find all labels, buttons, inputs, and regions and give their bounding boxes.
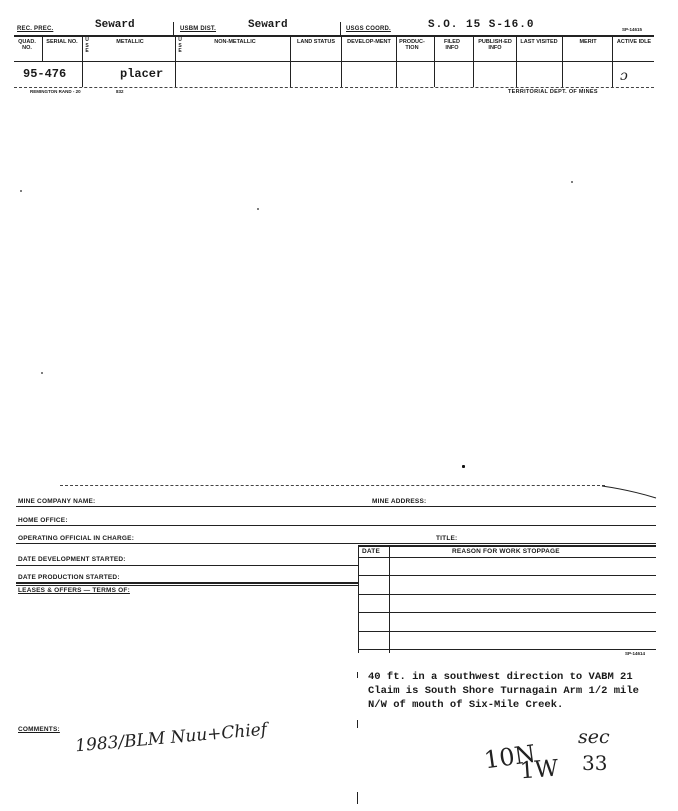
- section-value-handwritten: 33: [582, 751, 608, 775]
- col-line: [290, 36, 291, 87]
- card-edge-curve: [600, 482, 660, 502]
- form-number: SP-14615: [622, 27, 643, 32]
- printer-imprint: REMINGTON RAND - 20: [30, 89, 81, 94]
- col-line: [42, 36, 43, 61]
- rule: [16, 582, 358, 584]
- table-row: [358, 575, 656, 576]
- rec-prec-value: Seward: [95, 19, 135, 31]
- col-serial-no: SERIAL NO.: [46, 39, 78, 45]
- metallic-value: placer: [120, 67, 164, 81]
- typed-note: [368, 670, 639, 712]
- col-metallic: METALLIC: [116, 39, 144, 45]
- col-land-status: LAND STATUS: [297, 39, 335, 45]
- usbm-dist-label: USBM DIST.: [180, 26, 217, 32]
- col-last-visited: LAST VISITED: [520, 39, 558, 45]
- col-use-1: USE: [85, 37, 89, 54]
- col-merit: MERIT: [579, 39, 597, 45]
- table-row: [358, 631, 656, 632]
- table-row: [358, 612, 656, 613]
- col-line: [175, 36, 176, 87]
- col-line: [341, 36, 342, 87]
- col-use-2: USE: [178, 37, 182, 54]
- table-border: [358, 545, 359, 653]
- range-handwritten: 1W: [519, 755, 560, 785]
- township-handwritten: 10N: [482, 739, 538, 775]
- col-filed-info: FILED INFO: [444, 39, 460, 51]
- comments-handwritten: 1983/BLM Nuu+Chief: [74, 719, 268, 757]
- usgs-coord-value: S.O. 15 S-16.0: [428, 19, 535, 31]
- col-line: [82, 36, 83, 87]
- rule: [16, 585, 358, 586]
- col-published-info: PUBLISH-ED INFO: [478, 39, 512, 51]
- rule: [16, 543, 656, 544]
- home-office-label: HOME OFFICE:: [18, 517, 68, 524]
- rec-prec-label: REC. PREC.: [17, 26, 54, 32]
- rule: [16, 565, 358, 566]
- mine-company-name-label: MINE COMPANY NAME:: [18, 498, 96, 505]
- operating-official-label: OPERATING OFFICIAL IN CHARGE:: [18, 535, 135, 542]
- table-border: [389, 545, 390, 653]
- comments-label: COMMENTS:: [18, 726, 60, 733]
- usgs-coord-label: USGS COORD.: [346, 26, 391, 32]
- table-row: [358, 649, 656, 650]
- usbm-dist-value: Seward: [248, 19, 288, 31]
- table-row: [358, 594, 656, 595]
- typed-note-line: N/W of mouth of Six-Mile Creek.: [368, 699, 564, 711]
- reason-column-header: REASON FOR WORK STOPPAGE: [452, 548, 560, 555]
- back-form-number: SP-14614: [625, 651, 646, 656]
- divider: [173, 22, 174, 35]
- row-rule: [14, 61, 654, 62]
- date-column-header: DATE: [362, 548, 381, 555]
- rule: [358, 545, 656, 547]
- active-idle-mark: ɔ: [620, 68, 628, 84]
- margin-tick: [357, 792, 358, 804]
- leases-label: LEASES & OFFERS — TERMS OF:: [18, 587, 130, 594]
- rule: [16, 525, 656, 526]
- col-line: [612, 36, 613, 87]
- divider: [340, 22, 341, 35]
- quad-serial-value: 95-476: [23, 67, 67, 81]
- department-imprint: TERRITORIAL DEPT. OF MINES: [508, 89, 598, 95]
- scan-speck: [20, 190, 22, 192]
- col-production: PRODUC-TION: [399, 39, 425, 51]
- col-development: DEVELOP-MENT: [347, 39, 391, 45]
- margin-tick: [357, 672, 358, 678]
- mine-address-label: MINE ADDRESS:: [372, 498, 427, 505]
- printer-code: 832: [116, 89, 124, 94]
- col-active-idle: ACTIVE IDLE: [616, 39, 652, 45]
- scan-speck: [257, 208, 259, 210]
- typed-note-line: Claim is South Shore Turnagain Arm 1/2 mile: [368, 685, 639, 697]
- header-rule: [14, 35, 654, 37]
- fold-line: [60, 485, 605, 486]
- col-line: [473, 36, 474, 87]
- title-label: TITLE:: [436, 535, 458, 542]
- margin-tick: [357, 720, 358, 728]
- col-non-metallic: NON-METALLIC: [214, 39, 256, 45]
- col-line: [396, 36, 397, 87]
- scan-speck: [41, 372, 43, 374]
- scan-speck: [462, 465, 465, 468]
- col-line: [434, 36, 435, 87]
- scan-speck: [571, 181, 573, 183]
- col-quad-no: QUAD. NO.: [18, 39, 36, 51]
- typed-note-line: 40 ft. in a southwest direction to VABM 21: [368, 671, 633, 683]
- col-line: [562, 36, 563, 87]
- date-development-label: DATE DEVELOPMENT STARTED:: [18, 556, 126, 563]
- date-production-label: DATE PRODUCTION STARTED:: [18, 574, 120, 581]
- table-row: [358, 557, 656, 558]
- section-label-handwritten: sec: [578, 726, 610, 748]
- col-line: [516, 36, 517, 87]
- card-bottom-rule: [14, 87, 654, 88]
- rule: [16, 506, 656, 507]
